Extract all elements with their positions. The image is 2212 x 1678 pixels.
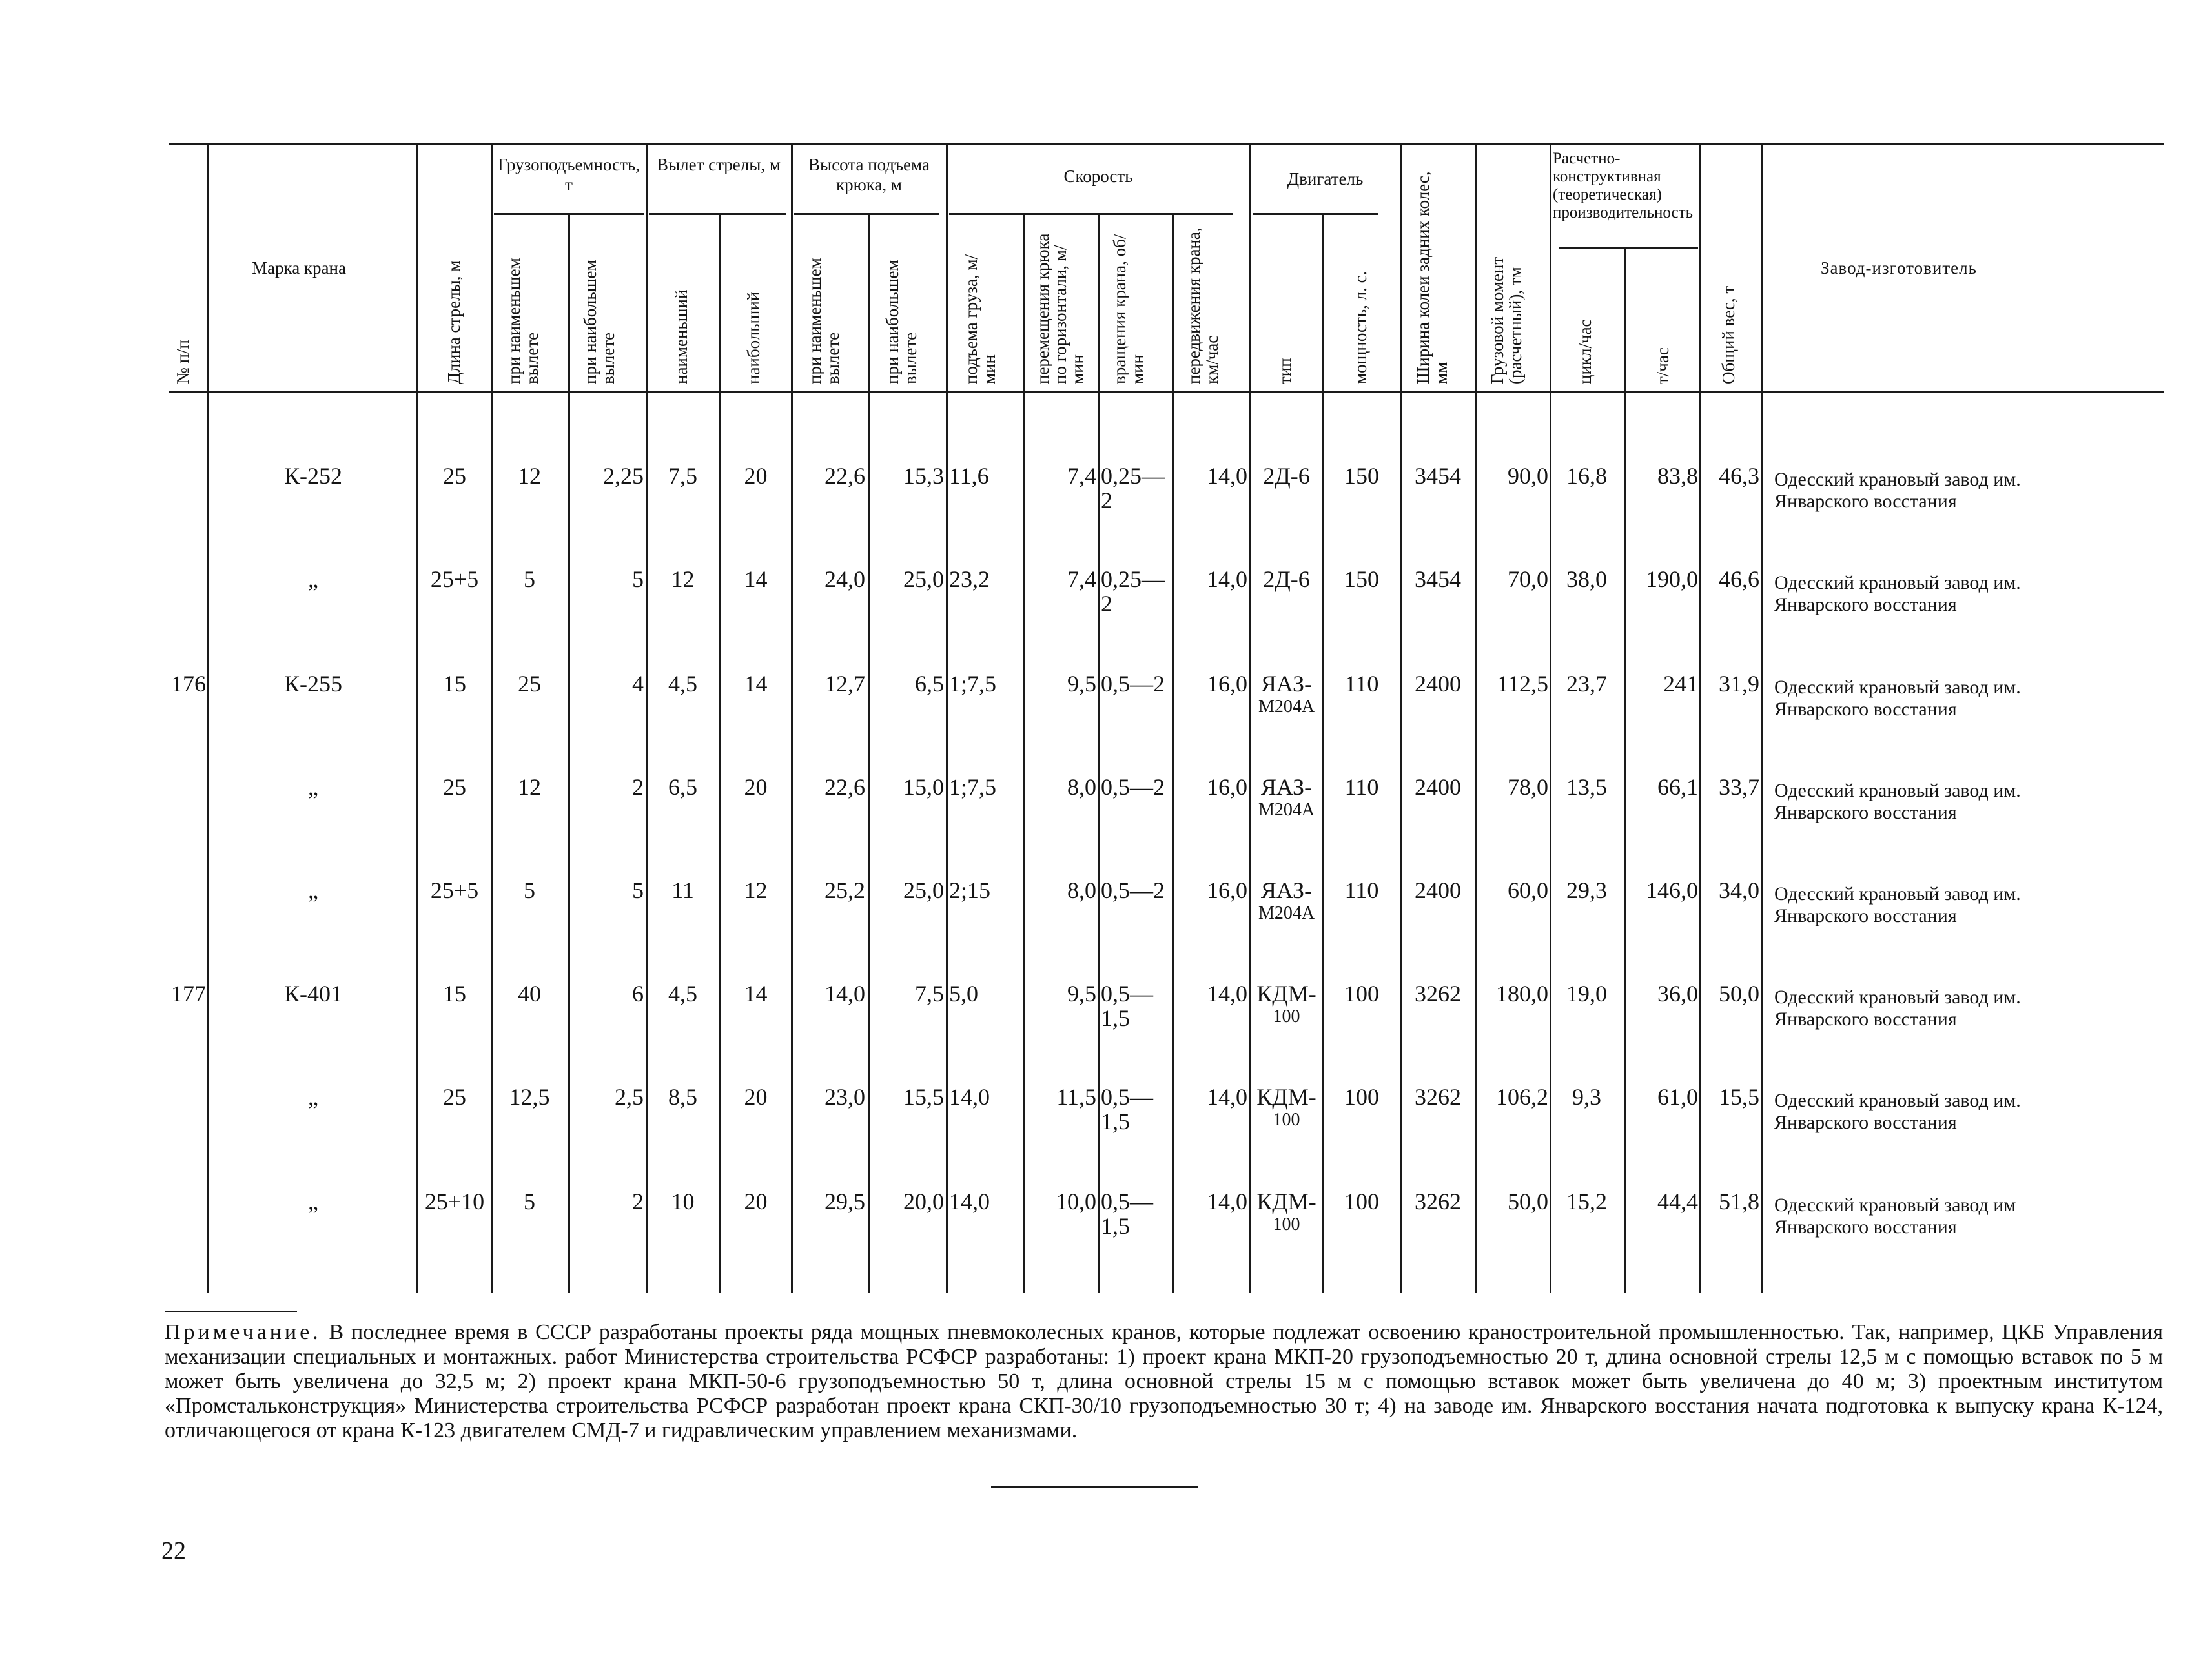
cell-hook: 9,5 bbox=[1067, 671, 1096, 697]
cell-brand: „ bbox=[308, 774, 318, 800]
header-productivity-tons: т/час bbox=[1653, 347, 1672, 384]
header-height-min: при наименьшем вылете bbox=[805, 258, 843, 384]
cell-hook: 7,4 bbox=[1067, 463, 1096, 489]
cell-track: 2400 bbox=[1415, 877, 1461, 903]
cell-factory: Одесский крановый завод им. Январского восстания bbox=[1774, 572, 2021, 615]
header-weight: Общий вес, т bbox=[1719, 285, 1738, 384]
cell-cyc: 23,7 bbox=[1566, 671, 1607, 697]
cell-eng-type: КДМ- bbox=[1256, 981, 1316, 1007]
cell-track: 2400 bbox=[1415, 671, 1461, 697]
cell-cap-min: 5 bbox=[524, 877, 535, 903]
cell-tph: 146,0 bbox=[1646, 877, 1698, 903]
cell-reach-min: 6,5 bbox=[668, 774, 697, 800]
cell-hook: 8,0 bbox=[1067, 774, 1096, 800]
cell-rot: 0,25—2 bbox=[1101, 463, 1165, 513]
cell-cyc: 16,8 bbox=[1566, 463, 1607, 489]
header-capacity-max: при наибольшем вылете bbox=[580, 260, 618, 384]
cell-cyc: 13,5 bbox=[1566, 774, 1607, 800]
cell-track: 3262 bbox=[1415, 1189, 1461, 1214]
cell-reach-max: 20 bbox=[744, 463, 768, 489]
col-rule bbox=[646, 143, 648, 1293]
cell-factory: Одесский крановый завод им. Январского восстания bbox=[1774, 469, 2021, 512]
cell-cap-max: 2 bbox=[632, 1189, 644, 1214]
cell-reach-max: 14 bbox=[744, 671, 768, 697]
cell-cyc: 19,0 bbox=[1566, 981, 1607, 1007]
cell-cyc: 9,3 bbox=[1572, 1084, 1601, 1110]
cell-rot: 0,5—2 bbox=[1101, 877, 1165, 903]
cell-factory: Одесский крановый завод им. Январского восстания bbox=[1774, 883, 2021, 926]
col-rule bbox=[719, 213, 721, 1293]
col-rule bbox=[568, 213, 570, 1293]
cell-cyc: 38,0 bbox=[1566, 566, 1607, 592]
cell-moment: 90,0 bbox=[1508, 463, 1548, 489]
cell-boom: 25 bbox=[443, 1084, 466, 1110]
cell-reach-max: 14 bbox=[744, 566, 768, 592]
cell-factory: Одесский крановый завод им. Январского восстания bbox=[1774, 780, 2021, 823]
cell-track: 2400 bbox=[1415, 774, 1461, 800]
subheader-rule-reach bbox=[649, 213, 786, 215]
col-rule bbox=[1550, 143, 1551, 1293]
cell-brand: К-255 bbox=[284, 671, 342, 697]
cell-boom: 15 bbox=[443, 671, 466, 697]
cell-weight: 15,5 bbox=[1719, 1084, 1759, 1110]
cell-lift: 1;7,5 bbox=[949, 774, 997, 800]
cell-power: 100 bbox=[1344, 1084, 1379, 1110]
cell-power: 150 bbox=[1344, 463, 1379, 489]
header-productivity-cycles: цикл/час bbox=[1575, 319, 1595, 384]
cell-brand: „ bbox=[308, 566, 318, 592]
footnote-text: В последнее время в СССР разработаны проекты ряда мощных пневмоколесных кранов, которые подлежат освоению краностроительной промышленностью. Так, например, ЦКБ Управления механизации специальных и монтажных. работ Министерства строительства РСФСР разработаны: 1) проект крана МКП-20 грузоподъемностью 20 т, длина основной стрелы 12,5 м с помощью вставок по 5 м может быть увеличена до 32,5 м; 2) проект крана МКП-50-6 грузоподъемностью 50 т, длина основной стрелы 15 м с помощью вставок может быть увеличена до 40 м; 3) проектным институтом «Промстальконструкция» Министерства строительства РСФСР разработан проект крана СКП-30/10 грузоподъемностью 30 т; 4) на заводе им. Январского восстания начата подготовка к выпуску крана К-124, отличающегося от крана К-123 двигателем СМД-7 и гидравлическим управлением механизмами. bbox=[165, 1320, 2163, 1442]
cell-boom: 25+10 bbox=[424, 1189, 485, 1214]
cell-travel: 16,0 bbox=[1207, 877, 1247, 903]
col-rule bbox=[791, 143, 793, 1293]
cell-weight: 51,8 bbox=[1719, 1189, 1759, 1214]
note-bottom-rule bbox=[991, 1486, 1198, 1488]
cell-weight: 34,0 bbox=[1719, 877, 1759, 903]
cell-cap-max: 2,25 bbox=[603, 463, 644, 489]
cell-num: 177 bbox=[171, 981, 206, 1007]
cell-weight: 46,6 bbox=[1719, 566, 1759, 592]
cell-boom: 25 bbox=[443, 463, 466, 489]
cell-cap-max: 2,5 bbox=[615, 1084, 644, 1110]
header-track: Ширина колеи задних колес, мм bbox=[1413, 171, 1451, 384]
cell-power: 100 bbox=[1344, 981, 1379, 1007]
col-rule bbox=[1400, 143, 1402, 1293]
cell-moment: 180,0 bbox=[1496, 981, 1548, 1007]
header-boom-length: Длина стрелы, м bbox=[444, 260, 464, 384]
header-speed: Скорость bbox=[1063, 167, 1133, 186]
col-rule bbox=[1475, 143, 1477, 1293]
cell-eng-sub: 100 bbox=[1273, 1007, 1300, 1027]
cell-moment: 106,2 bbox=[1496, 1084, 1548, 1110]
cell-travel: 16,0 bbox=[1207, 774, 1247, 800]
cell-hook: 8,0 bbox=[1067, 877, 1096, 903]
cell-tph: 241 bbox=[1663, 671, 1698, 697]
col-rule bbox=[1249, 143, 1251, 1293]
col-rule bbox=[1699, 143, 1701, 1293]
header-reach-min: наименьший bbox=[671, 289, 691, 384]
cell-h-max: 15,3 bbox=[903, 463, 944, 489]
cell-h-max: 20,0 bbox=[903, 1189, 944, 1214]
cell-lift: 2;15 bbox=[949, 877, 991, 903]
cell-reach-max: 20 bbox=[744, 774, 768, 800]
cell-h-min: 25,2 bbox=[824, 877, 865, 903]
cell-reach-max: 20 bbox=[744, 1189, 768, 1214]
cell-reach-min: 10 bbox=[671, 1189, 695, 1214]
cell-h-min: 22,6 bbox=[824, 463, 865, 489]
cell-weight: 46,3 bbox=[1719, 463, 1759, 489]
cell-rot: 0,5—2 bbox=[1101, 671, 1165, 697]
cell-reach-max: 12 bbox=[744, 877, 768, 903]
cell-eng-type: КДМ- bbox=[1256, 1084, 1316, 1110]
cell-reach-max: 14 bbox=[744, 981, 768, 1007]
page-number: 22 bbox=[161, 1537, 186, 1564]
header-speed-rotation: вращения крана, об/мин bbox=[1110, 234, 1147, 384]
header-height-max: при наибольшем вылете bbox=[883, 260, 920, 384]
header-capacity-min: при наименьшем вылете bbox=[504, 258, 542, 384]
cell-lift: 5,0 bbox=[949, 981, 978, 1007]
cell-h-max: 15,0 bbox=[903, 774, 944, 800]
cell-cap-min: 12 bbox=[518, 774, 541, 800]
cell-h-max: 7,5 bbox=[915, 981, 944, 1007]
header-num: № п/п bbox=[173, 340, 192, 384]
col-rule bbox=[207, 143, 209, 1293]
cell-lift: 14,0 bbox=[949, 1189, 990, 1214]
cell-eng-sub: М204А bbox=[1258, 903, 1315, 923]
cell-cap-min: 5 bbox=[524, 1189, 535, 1214]
cell-cap-max: 4 bbox=[632, 671, 644, 697]
header-brand: Марка крана bbox=[252, 258, 346, 278]
cell-h-max: 25,0 bbox=[903, 877, 944, 903]
cell-boom: 25 bbox=[443, 774, 466, 800]
cell-weight: 50,0 bbox=[1719, 981, 1759, 1007]
cell-tph: 83,8 bbox=[1657, 463, 1698, 489]
cell-brand: К-252 bbox=[284, 463, 342, 489]
cell-eng-type: 2Д-6 bbox=[1263, 463, 1310, 489]
cell-cyc: 15,2 bbox=[1566, 1189, 1607, 1214]
header-speed-travel: передвижения крана, км/час bbox=[1184, 227, 1222, 384]
cell-reach-min: 12 bbox=[671, 566, 695, 592]
col-rule bbox=[1761, 143, 1763, 1293]
cell-h-min: 14,0 bbox=[824, 981, 865, 1007]
cell-travel: 14,0 bbox=[1207, 1084, 1247, 1110]
cell-h-min: 22,6 bbox=[824, 774, 865, 800]
cell-track: 3262 bbox=[1415, 981, 1461, 1007]
col-rule bbox=[1172, 213, 1174, 1293]
header-engine-power: мощность, л. с. bbox=[1351, 271, 1370, 384]
cell-eng-sub: 100 bbox=[1273, 1110, 1300, 1130]
cell-cap-max: 5 bbox=[632, 566, 644, 592]
cell-eng-type: 2Д-6 bbox=[1263, 566, 1310, 592]
cell-factory: Одесский крановый завод им. Январского восстания bbox=[1774, 987, 2021, 1030]
header-engine: Двигатель bbox=[1287, 169, 1364, 189]
cell-cap-min: 25 bbox=[518, 671, 541, 697]
cell-lift: 14,0 bbox=[949, 1084, 990, 1110]
cell-lift: 1;7,5 bbox=[949, 671, 997, 697]
cell-factory: Одесский крановый завод им. Январского восстания bbox=[1774, 1090, 2021, 1133]
cell-lift: 23,2 bbox=[949, 566, 990, 592]
table-top-rule bbox=[169, 143, 2164, 145]
header-reach-max: наибольший bbox=[744, 291, 763, 384]
col-rule bbox=[1624, 247, 1626, 1293]
cell-eng-type: ЯАЗ- bbox=[1260, 877, 1313, 903]
cell-moment: 112,5 bbox=[1497, 671, 1548, 697]
cell-cap-max: 2 bbox=[632, 774, 644, 800]
subheader-rule-height bbox=[794, 213, 939, 215]
cell-h-min: 24,0 bbox=[824, 566, 865, 592]
cell-eng-type: КДМ- bbox=[1256, 1189, 1316, 1214]
header-bottom-rule bbox=[169, 391, 2164, 393]
cell-cap-max: 6 bbox=[632, 981, 644, 1007]
cell-power: 110 bbox=[1344, 877, 1379, 903]
cell-travel: 16,0 bbox=[1207, 671, 1247, 697]
col-rule bbox=[1322, 213, 1324, 1293]
cell-power: 150 bbox=[1344, 566, 1379, 592]
cell-power: 110 bbox=[1344, 774, 1379, 800]
cell-rot: 0,5—2 bbox=[1101, 774, 1165, 800]
cell-rot: 0,5—1,5 bbox=[1101, 1189, 1153, 1239]
cell-travel: 14,0 bbox=[1207, 981, 1247, 1007]
cell-rot: 0,5—1,5 bbox=[1101, 981, 1153, 1031]
header-productivity: Расчетно-конструктивная (теоретическая) производительность bbox=[1553, 150, 1693, 221]
cell-travel: 14,0 bbox=[1207, 463, 1247, 489]
cell-eng-sub: М204А bbox=[1258, 800, 1315, 820]
cell-brand: „ bbox=[308, 1189, 318, 1214]
footnote-lead: Примечание. bbox=[165, 1320, 322, 1344]
cell-track: 3454 bbox=[1415, 566, 1461, 592]
cell-hook: 9,5 bbox=[1067, 981, 1096, 1007]
cell-reach-min: 4,5 bbox=[668, 981, 697, 1007]
col-rule bbox=[416, 143, 418, 1293]
cell-hook: 11,5 bbox=[1056, 1084, 1096, 1110]
cell-brand: К-401 bbox=[284, 981, 342, 1007]
header-hook-height: Высота подъема крюка, м bbox=[808, 155, 930, 194]
cell-cyc: 29,3 bbox=[1566, 877, 1607, 903]
cell-boom: 15 bbox=[443, 981, 466, 1007]
cell-tph: 190,0 bbox=[1646, 566, 1698, 592]
cell-power: 100 bbox=[1344, 1189, 1379, 1214]
cell-travel: 14,0 bbox=[1207, 1189, 1247, 1214]
cell-rot: 0,25—2 bbox=[1101, 566, 1165, 617]
cell-brand: „ bbox=[308, 1084, 318, 1110]
cell-factory: Одесский крановый завод им Январского восстания bbox=[1774, 1194, 2016, 1238]
footnote bbox=[165, 1320, 2163, 1443]
header-speed-lift: подъема груза, м/мин bbox=[961, 254, 999, 384]
cell-eng-sub: 100 bbox=[1273, 1214, 1300, 1234]
cell-power: 110 bbox=[1344, 671, 1379, 697]
cell-weight: 31,9 bbox=[1719, 671, 1759, 697]
cell-cap-max: 5 bbox=[632, 877, 644, 903]
cell-rot: 0,5—1,5 bbox=[1101, 1084, 1153, 1134]
cell-cap-min: 12,5 bbox=[509, 1084, 550, 1110]
header-moment: Грузовой момент (расчетный), тм bbox=[1488, 256, 1525, 384]
header-speed-hook: перемещения крюка по горизонтали, м/мин bbox=[1033, 233, 1087, 384]
cell-brand: „ bbox=[308, 877, 318, 903]
cell-track: 3454 bbox=[1415, 463, 1461, 489]
cell-hook: 10,0 bbox=[1056, 1189, 1096, 1214]
cell-tph: 61,0 bbox=[1657, 1084, 1698, 1110]
cell-factory: Одесский крановый завод им. Январского восстания bbox=[1774, 677, 2021, 720]
cell-eng-sub: М204А bbox=[1258, 697, 1315, 717]
cell-track: 3262 bbox=[1415, 1084, 1461, 1110]
cell-h-min: 12,7 bbox=[824, 671, 865, 697]
col-rule bbox=[491, 143, 493, 1293]
cell-moment: 60,0 bbox=[1508, 877, 1548, 903]
cell-boom: 25+5 bbox=[430, 566, 479, 592]
cell-h-min: 23,0 bbox=[824, 1084, 865, 1110]
col-rule bbox=[1023, 213, 1025, 1293]
note-top-rule bbox=[165, 1311, 297, 1312]
cell-h-max: 25,0 bbox=[903, 566, 944, 592]
col-rule bbox=[868, 213, 870, 1293]
cell-cap-min: 40 bbox=[518, 981, 541, 1007]
cell-moment: 78,0 bbox=[1508, 774, 1548, 800]
cell-cap-min: 5 bbox=[524, 566, 535, 592]
header-engine-type: тип bbox=[1275, 358, 1295, 384]
subheader-rule-engine bbox=[1253, 213, 1378, 215]
cell-cap-min: 12 bbox=[518, 463, 541, 489]
cell-hook: 7,4 bbox=[1067, 566, 1096, 592]
cell-reach-min: 8,5 bbox=[668, 1084, 697, 1110]
cell-num: 176 bbox=[171, 671, 206, 697]
cell-travel: 14,0 bbox=[1207, 566, 1247, 592]
subheader-rule-productivity bbox=[1559, 247, 1698, 249]
cell-tph: 44,4 bbox=[1657, 1189, 1698, 1214]
cell-tph: 66,1 bbox=[1657, 774, 1698, 800]
cell-eng-type: ЯАЗ- bbox=[1260, 774, 1313, 800]
cell-eng-type: ЯАЗ- bbox=[1260, 671, 1313, 697]
cell-boom: 25+5 bbox=[430, 877, 479, 903]
subheader-rule-speed bbox=[949, 213, 1233, 215]
cell-moment: 70,0 bbox=[1508, 566, 1548, 592]
cell-tph: 36,0 bbox=[1657, 981, 1698, 1007]
header-capacity: Грузоподъемность, т bbox=[498, 155, 640, 194]
header-factory: Завод-изготовитель bbox=[1821, 258, 1977, 278]
cell-h-min: 29,5 bbox=[824, 1189, 865, 1214]
cell-h-max: 15,5 bbox=[903, 1084, 944, 1110]
cell-reach-min: 7,5 bbox=[668, 463, 697, 489]
cell-reach-min: 4,5 bbox=[668, 671, 697, 697]
cell-moment: 50,0 bbox=[1508, 1189, 1548, 1214]
cell-reach-min: 11 bbox=[671, 877, 694, 903]
cell-lift: 11,6 bbox=[949, 463, 989, 489]
header-reach: Вылет стрелы, м bbox=[657, 155, 781, 174]
cell-reach-max: 20 bbox=[744, 1084, 768, 1110]
col-rule bbox=[1098, 213, 1100, 1293]
col-rule bbox=[946, 143, 948, 1293]
cell-h-max: 6,5 bbox=[915, 671, 944, 697]
cell-weight: 33,7 bbox=[1719, 774, 1759, 800]
